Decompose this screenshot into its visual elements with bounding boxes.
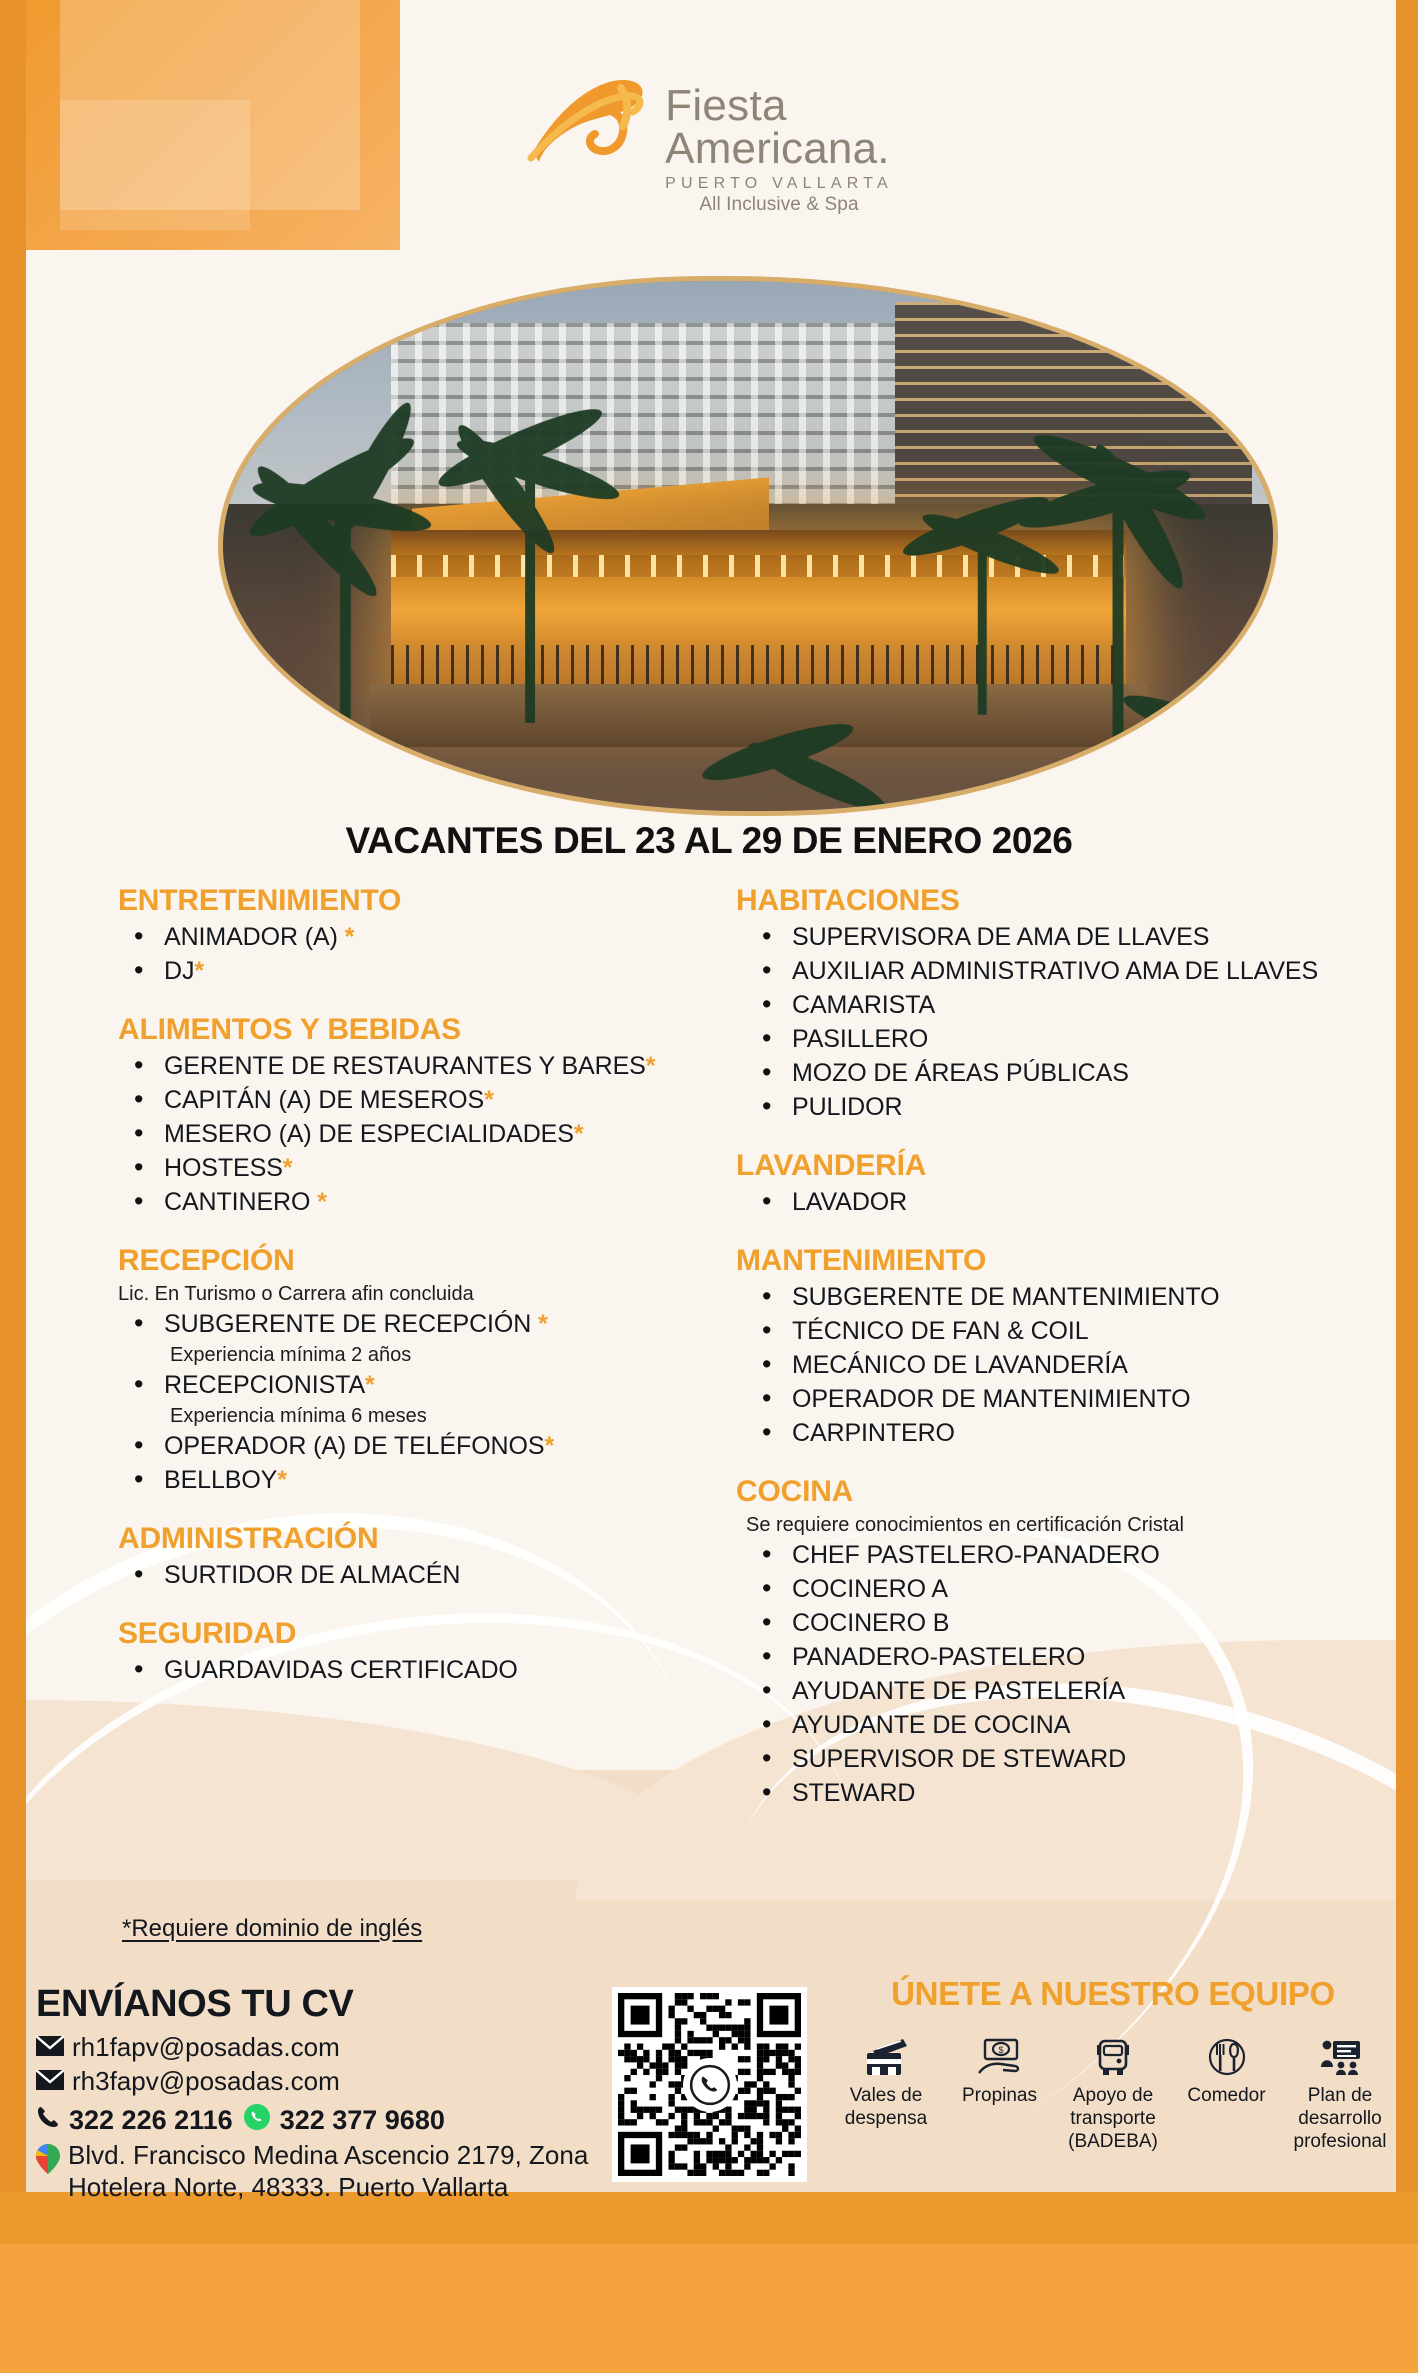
- section-heading: ADMINISTRACIÓN: [118, 1522, 379, 1555]
- vacancy-columns: [0, 884, 1418, 1835]
- english-required-asterisk: *: [544, 1432, 555, 1460]
- english-required-asterisk: *: [365, 1371, 375, 1399]
- english-required-asterisk: *: [282, 1154, 293, 1182]
- job-item[interactable]: • PANADERO-PASTELERO: [736, 1642, 1328, 1673]
- section-note: Lic. En Turismo o Carrera afin concluida: [118, 1283, 474, 1305]
- job-item[interactable]: • TÉCNICO DE FAN & COIL: [736, 1316, 1328, 1347]
- benefits-row: [830, 2027, 1396, 2153]
- hotel-photo: [218, 276, 1278, 816]
- map-pin-icon: [36, 2144, 60, 2182]
- job-requirement-note: Experiencia mínima 6 meses: [170, 1405, 427, 1427]
- email-row-1[interactable]: [36, 2032, 616, 2064]
- whatsapp-number: 322 377 9680: [279, 2105, 445, 2136]
- benefit-label: Propinas: [962, 2085, 1037, 2106]
- send-cv-title: ENVÍANOS TU CV: [36, 1983, 354, 2025]
- job-item[interactable]: • AYUDANTE DE COCINA: [736, 1710, 1328, 1741]
- bus-transport-icon: [1061, 2027, 1165, 2079]
- envelope-icon: [36, 2032, 64, 2064]
- logo-line-3: PUERTO VALLARTA: [665, 175, 893, 193]
- benefit-label: Plan de desarrollo profesional: [1293, 2085, 1387, 2152]
- job-item[interactable]: • MOZO DE ÁREAS PÚBLICAS: [736, 1058, 1328, 1089]
- left-column: [108, 884, 708, 1835]
- section-note: Se requiere conocimientos en certificación Cristal: [746, 1514, 1184, 1536]
- english-required-asterisk: *: [317, 1188, 327, 1216]
- section-heading: COCINA: [736, 1475, 854, 1508]
- benefit-item: [834, 2027, 938, 2153]
- job-item[interactable]: • SURTIDOR DE ALMACÉN: [108, 1560, 708, 1591]
- phone-number: 322 226 2116: [69, 2105, 233, 2136]
- job-list: [736, 922, 1328, 1123]
- job-list: [736, 1282, 1328, 1449]
- job-item[interactable]: • SUPERVISORA DE AMA DE LLAVES: [736, 922, 1328, 953]
- job-item[interactable]: • AYUDANTE DE PASTELERÍA: [736, 1676, 1328, 1707]
- benefit-item: [948, 2027, 1052, 2153]
- benefit-label: Vales de despensa: [844, 2085, 928, 2129]
- whatsapp-group[interactable]: [243, 2103, 445, 2138]
- job-item[interactable]: • CAPITÁN (A) DE MESEROS*: [108, 1085, 708, 1116]
- job-list: [108, 1051, 708, 1218]
- email-1: rh1fapv@posadas.com: [72, 2032, 340, 2062]
- job-item[interactable]: • COCINERO B: [736, 1608, 1328, 1639]
- whatsapp-icon: [243, 2103, 271, 2138]
- job-item[interactable]: • GERENTE DE RESTAURANTES Y BARES*: [108, 1051, 708, 1082]
- job-item[interactable]: • BELLBOY*: [108, 1465, 708, 1496]
- english-required-asterisk: *: [573, 1120, 584, 1148]
- job-list: [108, 922, 708, 987]
- envelope-icon: [36, 2066, 64, 2098]
- section-habitaciones: [736, 884, 1328, 1123]
- email-2: rh3fapv@posadas.com: [72, 2065, 340, 2096]
- job-item[interactable]: • CAMARISTA: [736, 990, 1328, 1021]
- english-required-asterisk: *: [194, 957, 204, 985]
- job-list: [108, 1309, 708, 1496]
- section-seguridad: [108, 1617, 708, 1686]
- english-required-asterisk: *: [645, 1052, 656, 1080]
- benefit-label: Apoyo de transporte (BADEBA): [1068, 2085, 1158, 2152]
- benefit-item: [1288, 2027, 1392, 2153]
- phone-icon: [36, 2105, 60, 2136]
- job-item[interactable]: • STEWARD: [736, 1778, 1328, 1809]
- section-heading: HABITACIONES: [736, 884, 960, 917]
- job-item[interactable]: • LAVADOR: [736, 1187, 1328, 1218]
- career-development-icon: [1288, 2027, 1392, 2079]
- section-heading: LAVANDERÍA: [736, 1149, 927, 1182]
- page-title: VACANTES DEL 23 AL 29 DE ENERO 2026: [345, 820, 1073, 861]
- english-required-asterisk: *: [484, 1086, 494, 1114]
- benefit-item: [1061, 2027, 1165, 2153]
- job-item[interactable]: • OPERADOR DE MANTENIMIENTO: [736, 1384, 1328, 1415]
- address-row[interactable]: [36, 2140, 616, 2202]
- section-heading: ENTRETENIMIENTO: [118, 884, 402, 917]
- svg-text:$: $: [997, 2045, 1004, 2055]
- job-item[interactable]: • CHEF PASTELERO-PANADERO: [736, 1540, 1328, 1571]
- job-item[interactable]: • PULIDOR: [736, 1092, 1328, 1123]
- section-heading: RECEPCIÓN: [118, 1244, 295, 1277]
- logo-line-1: Fiesta: [665, 81, 787, 130]
- tips-cash-icon: [948, 2027, 1052, 2079]
- job-item[interactable]: • COCINERO A: [736, 1574, 1328, 1605]
- fiesta-americana-swirl-icon: [525, 74, 655, 179]
- dining-utensils-icon: [1175, 2027, 1279, 2079]
- section-recepcion: [108, 1244, 708, 1496]
- benefit-label: Comedor: [1187, 2085, 1266, 2106]
- job-item[interactable]: • SUBGERENTE DE MANTENIMIENTO: [736, 1282, 1328, 1313]
- job-item[interactable]: • MESERO (A) DE ESPECIALIDADES*: [108, 1119, 708, 1150]
- address-line-1: Blvd. Francisco Medina Ascencio 2179, Zona: [68, 2140, 589, 2171]
- brand-logo: [0, 78, 1418, 216]
- address-line-2: Hotelera Norte, 48333. Puerto Vallarta: [68, 2171, 509, 2202]
- job-item[interactable]: • CARPINTERO: [736, 1418, 1328, 1449]
- phone-row: [36, 2103, 616, 2138]
- section-entretenimiento: [108, 884, 708, 987]
- phone-group[interactable]: [36, 2105, 233, 2136]
- job-requirement-note: Experiencia mínima 2 años: [170, 1344, 412, 1366]
- benefits-block: [830, 1975, 1396, 2153]
- job-item[interactable]: • MECÁNICO DE LAVANDERÍA: [736, 1350, 1328, 1381]
- job-list: [108, 1655, 708, 1686]
- section-lavanderia: [736, 1149, 1328, 1218]
- benefit-item: [1175, 2027, 1279, 2153]
- job-item[interactable]: • AUXILIAR ADMINISTRATIVO AMA DE LLAVES: [736, 956, 1328, 987]
- job-item[interactable]: • ANIMADOR (A) *: [108, 922, 708, 953]
- section-heading: ALIMENTOS Y BEBIDAS: [118, 1013, 461, 1046]
- english-required-asterisk: *: [344, 923, 355, 951]
- contact-block: [36, 1983, 616, 2205]
- join-team-title: ÚNETE A NUESTRO EQUIPO: [891, 1975, 1335, 2012]
- job-item[interactable]: • RECEPCIONISTA*: [108, 1370, 708, 1401]
- logo-line-4: All Inclusive & Spa: [699, 194, 859, 216]
- job-list: [736, 1540, 1328, 1809]
- section-alimentos-y-bebidas: [108, 1013, 708, 1218]
- english-required-asterisk: *: [538, 1310, 548, 1338]
- section-administracion: [108, 1522, 708, 1591]
- job-item[interactable]: • DJ*: [108, 956, 708, 987]
- job-item[interactable]: • PASILLERO: [736, 1024, 1328, 1055]
- english-required-asterisk: *: [277, 1466, 287, 1494]
- job-item[interactable]: • HOSTESS*: [108, 1153, 708, 1184]
- footer: [0, 1975, 1418, 2202]
- address-text: [68, 2140, 588, 2202]
- email-row-2[interactable]: [36, 2066, 616, 2098]
- section-mantenimiento: [736, 1244, 1328, 1449]
- job-item[interactable]: • OPERADOR (A) DE TELÉFONOS*: [108, 1431, 708, 1462]
- section-cocina: [736, 1475, 1328, 1809]
- logo-line-2: Americana.: [665, 124, 890, 174]
- english-requirement-footnote: *Requiere dominio de inglés: [122, 1915, 423, 1942]
- job-item[interactable]: • GUARDAVIDAS CERTIFICADO: [108, 1655, 708, 1686]
- job-item[interactable]: • SUBGERENTE DE RECEPCIÓN *: [108, 1309, 708, 1340]
- job-list: [108, 1560, 708, 1591]
- whatsapp-qr-code[interactable]: [612, 1987, 807, 2182]
- section-heading: MANTENIMIENTO: [736, 1244, 987, 1277]
- job-list: [736, 1187, 1328, 1218]
- whatsapp-icon: [683, 2058, 737, 2112]
- section-heading: SEGURIDAD: [118, 1617, 297, 1650]
- right-column: [708, 884, 1328, 1835]
- job-item[interactable]: • SUPERVISOR DE STEWARD: [736, 1744, 1328, 1775]
- job-item[interactable]: • CANTINERO *: [108, 1187, 708, 1218]
- grocery-voucher-icon: [834, 2027, 938, 2079]
